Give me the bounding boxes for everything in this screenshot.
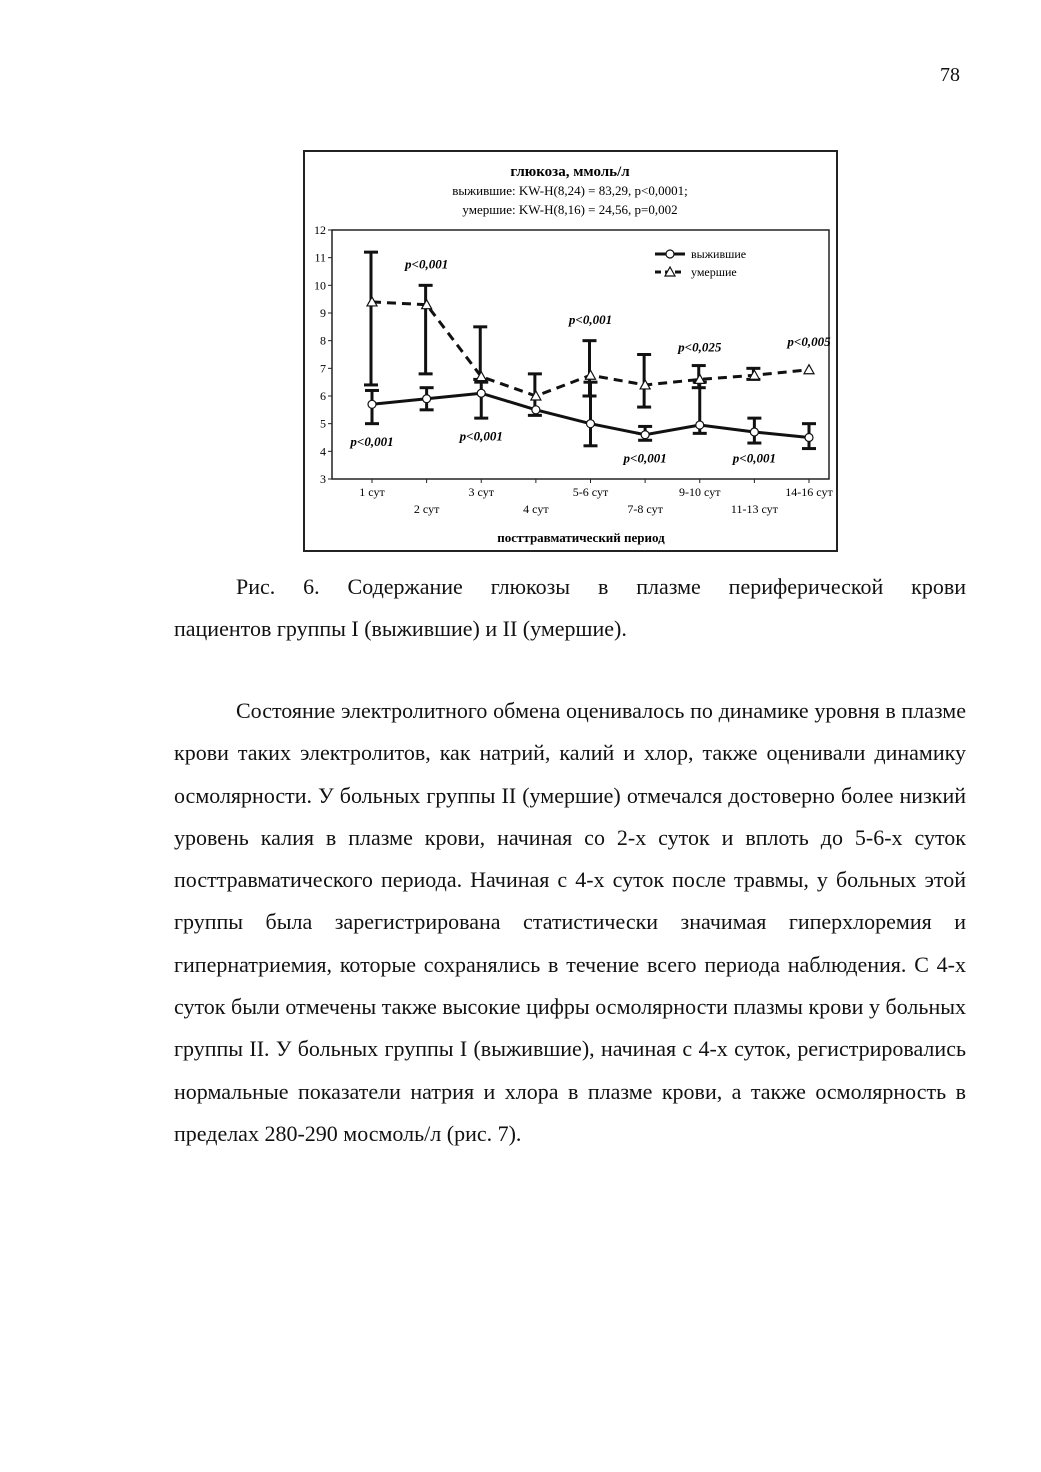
figure-caption xyxy=(174,566,966,650)
glucose-chart xyxy=(305,152,836,550)
y-tick-label: 12 xyxy=(314,223,326,237)
x-tick-label: 7-8 сут xyxy=(627,502,663,516)
legend-label: умершие xyxy=(691,265,737,279)
x-tick-label: 2 сут xyxy=(413,502,440,516)
data-point-circle xyxy=(641,431,649,439)
p-value-annotation: p<0,001 xyxy=(350,433,394,449)
page-number: 78 xyxy=(940,64,960,86)
x-tick-label: 11-13 сут xyxy=(730,502,778,516)
data-point-circle xyxy=(423,395,431,403)
chart-subtitle: умершие: KW-H(8,16) = 24,56, p=0,002 xyxy=(462,202,678,217)
p-value-annotation: p<0,001 xyxy=(568,312,613,328)
x-tick-label: 3 сут xyxy=(468,485,494,499)
x-tick-label: 4 сут xyxy=(523,502,549,516)
caption-line-2: пациентов группы I (выжившие) и II (умершие). xyxy=(174,616,627,641)
x-axis-label: посттравматический период xyxy=(497,530,665,545)
p-value-annotation: p<0,001 xyxy=(732,450,776,466)
chart-title: глюкоза, ммоль/л xyxy=(510,164,630,180)
x-tick-label: 5-6 сут xyxy=(572,485,609,499)
legend-marker xyxy=(666,250,674,258)
body-paragraph: Состояние электролитного обмена оценивалось по динамике уровня в плазме крови таких электролитов, как натрий, калий и хлор, также оценивали динамику осмолярности. У больных группы II (умершие) отмечался достоверно более низкий уровень калия в плазме крови, начиная со 2-х суток и вплоть до 5-6-х суток посттравматического периода. Начиная с 4-х суток после травмы, у больных этой группы была зарегистрирована статистически значимая гиперхлоремия и гипернатриемия, которые сохранялись в течение всего периода наблюдения. С 4-х суток были отмечены также высокие цифры осмолярности плазмы крови у больных группы II. У больных группы I (выжившие), начиная с 4-х суток, регистрировались нормальные показатели натрия и хлора в плазме крови, а также осмолярность в пределах 280-290 мосмоль/л (рис. 7). xyxy=(174,698,966,1146)
data-point-circle xyxy=(750,428,758,436)
data-point-triangle xyxy=(804,365,814,374)
p-value-annotation: p<0,005 xyxy=(787,334,831,350)
data-point-circle xyxy=(696,421,704,429)
glucose-chart-figure xyxy=(303,150,838,552)
legend-label: выжившие xyxy=(691,247,747,261)
y-tick-label: 7 xyxy=(320,361,326,376)
y-tick-label: 9 xyxy=(320,306,326,320)
x-tick-label: 1 сут xyxy=(359,485,385,499)
caption-line-1: Рис. 6. Содержание глюкозы в плазме периферической крови xyxy=(236,574,966,599)
p-value-annotation: p<0,025 xyxy=(678,339,722,355)
data-point-circle xyxy=(805,434,813,442)
body-text xyxy=(174,690,966,1155)
p-value-annotation: p<0,001 xyxy=(405,256,449,272)
y-tick-label: 4 xyxy=(320,444,326,459)
y-tick-label: 8 xyxy=(320,333,326,348)
data-point-circle xyxy=(532,406,540,414)
y-tick-label: 3 xyxy=(320,472,326,486)
x-tick-label: 14-16 сут xyxy=(785,485,833,499)
data-point-triangle xyxy=(586,370,596,379)
x-tick-label: 9-10 сут xyxy=(679,485,721,499)
p-value-annotation: p<0,001 xyxy=(459,428,503,444)
data-point-circle xyxy=(477,389,485,397)
p-value-annotation: p<0,001 xyxy=(623,450,667,466)
data-point-circle xyxy=(368,400,376,408)
chart-subtitle: выжившие: KW-H(8,24) = 83,29, p<0,0001; xyxy=(452,183,688,198)
y-tick-label: 6 xyxy=(320,389,326,403)
y-tick-label: 11 xyxy=(314,250,326,265)
y-tick-label: 10 xyxy=(314,278,326,293)
y-tick-label: 5 xyxy=(320,416,326,431)
data-point-circle xyxy=(587,420,595,428)
